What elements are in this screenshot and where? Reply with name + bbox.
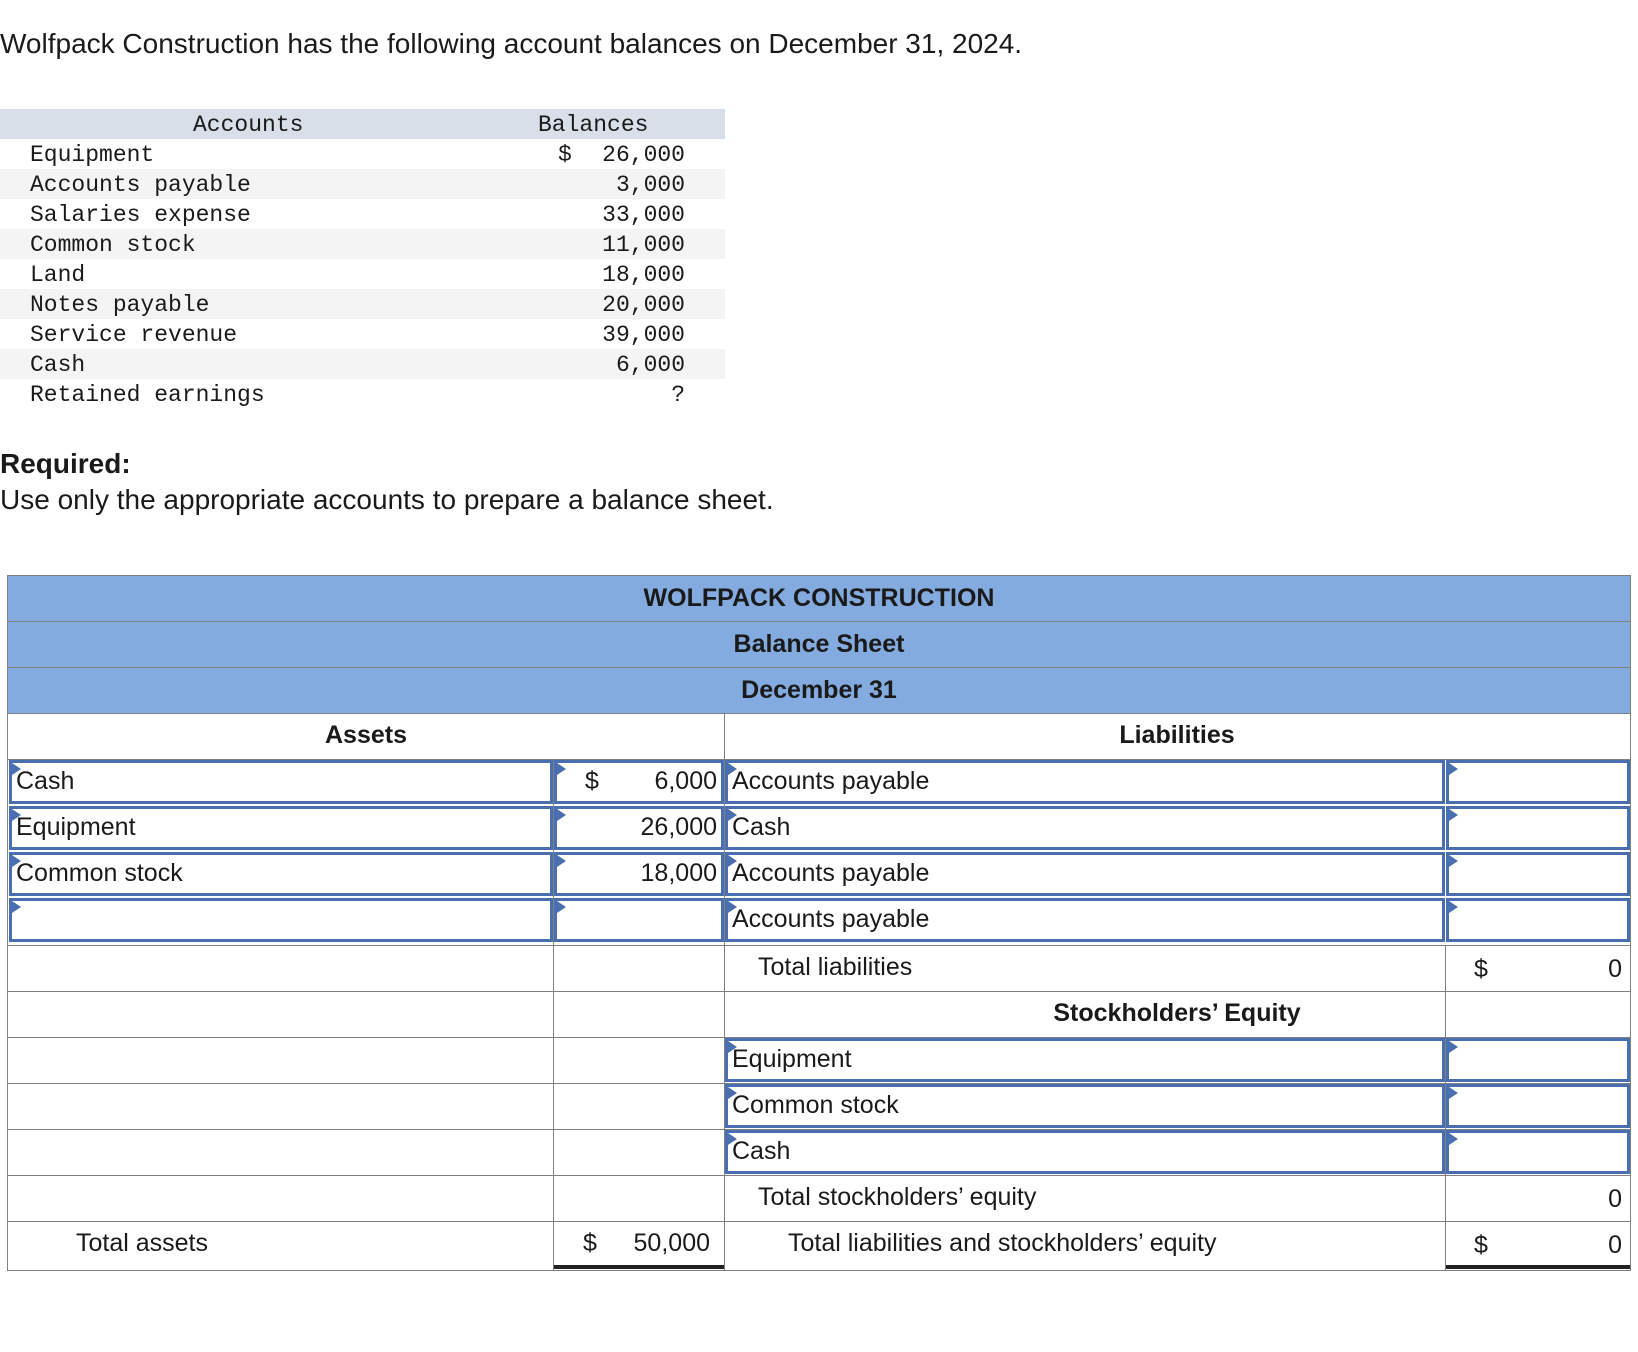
total-liabilities-value: 0 (1608, 955, 1622, 983)
account-name: Equipment (30, 142, 155, 168)
account-name: Land (30, 262, 86, 288)
statement-title: Balance Sheet (8, 622, 1630, 668)
currency-symbol: $ (585, 767, 599, 795)
total-equity-label: Total stockholders’ equity (758, 1183, 1037, 1211)
accounts-column-header: Accounts (193, 112, 304, 138)
assets-header: Assets (325, 721, 407, 749)
asset-amount-value: 6,000 (654, 767, 717, 795)
asset-amount-input-1[interactable] (554, 760, 724, 804)
table-row (0, 289, 725, 319)
asset-account-select-1[interactable]: Cash (9, 760, 553, 804)
account-balance: 39,000 (602, 322, 685, 348)
intro-text: Wolfpack Construction has the following account balances on December 31, 2024. (0, 28, 1023, 59)
table-row (0, 169, 725, 199)
company-name: WOLFPACK CONSTRUCTION (8, 576, 1630, 622)
total-assets-label: Total assets (76, 1229, 209, 1257)
table-row (0, 229, 725, 259)
account-table-header (0, 109, 725, 139)
table-row (0, 259, 725, 289)
account-name: Common stock (30, 232, 196, 258)
account-balance: 26,000 (602, 142, 685, 168)
asset-account-select-4[interactable] (9, 898, 553, 942)
account-balance: ? (671, 382, 685, 408)
liability-amount-input-3[interactable] (1446, 852, 1630, 896)
account-balance: 18,000 (602, 262, 685, 288)
account-balances-table (0, 109, 725, 409)
asset-amount-input-2[interactable]: 26,000 (554, 806, 724, 850)
liability-amount-input-1[interactable] (1446, 760, 1630, 804)
asset-account-select-3[interactable]: Common stock (9, 852, 553, 896)
currency-symbol: $ (558, 142, 572, 168)
equity-account-select-2[interactable]: Common stock (725, 1084, 1445, 1128)
total-liabilities-label: Total liabilities (758, 953, 913, 981)
double-underline (554, 1265, 724, 1269)
table-row (0, 379, 725, 409)
balances-column-header: Balances (538, 112, 649, 138)
liability-amount-input-4[interactable] (1446, 898, 1630, 942)
total-liab-equity-value: 0 (1608, 1231, 1622, 1259)
account-name: Cash (30, 352, 86, 378)
account-name: Retained earnings (30, 382, 265, 408)
total-assets-value: 50,000 (633, 1229, 710, 1257)
equity-amount-input-3[interactable] (1446, 1130, 1630, 1174)
account-name: Service revenue (30, 322, 238, 348)
account-balance: 6,000 (615, 352, 685, 378)
table-row (0, 139, 725, 169)
table-row (0, 199, 725, 229)
required-instructions: Use only the appropriate accounts to prepare a balance sheet. (0, 484, 774, 515)
table-row (0, 349, 725, 379)
table-row (0, 319, 725, 349)
equity-amount-input-1[interactable] (1446, 1038, 1630, 1082)
account-balance: 3,000 (615, 172, 685, 198)
asset-amount-input-4[interactable] (554, 898, 724, 942)
liability-account-select-2[interactable]: Cash (725, 806, 1445, 850)
asset-amount-input-3[interactable]: 18,000 (554, 852, 724, 896)
account-balance: 11,000 (602, 232, 685, 258)
equity-account-select-1[interactable]: Equipment (725, 1038, 1445, 1082)
double-underline (1446, 1265, 1630, 1269)
equity-header: Stockholders’ Equity (1053, 999, 1301, 1027)
liability-amount-input-2[interactable] (1446, 806, 1630, 850)
account-balance: 33,000 (602, 202, 685, 228)
currency-symbol: $ (583, 1229, 597, 1257)
equity-amount-input-2[interactable] (1446, 1084, 1630, 1128)
liabilities-header: Liabilities (1119, 721, 1235, 749)
currency-symbol: $ (1474, 1231, 1488, 1259)
liability-account-select-1[interactable]: Accounts payable (725, 760, 1445, 804)
liability-account-select-4[interactable]: Accounts payable (725, 898, 1445, 942)
account-name: Notes payable (30, 292, 210, 318)
asset-account-select-2[interactable]: Equipment (9, 806, 553, 850)
account-balance: 20,000 (602, 292, 685, 318)
account-name: Salaries expense (30, 202, 251, 228)
account-name: Accounts payable (30, 172, 251, 198)
currency-symbol: $ (1474, 955, 1488, 983)
total-equity-value: 0 (1608, 1185, 1622, 1213)
balance-sheet (7, 575, 1631, 1271)
liability-account-select-3[interactable]: Accounts payable (725, 852, 1445, 896)
equity-account-select-3[interactable]: Cash (725, 1130, 1445, 1174)
total-liab-equity-label: Total liabilities and stockholders’ equity (788, 1229, 1217, 1257)
statement-date: December 31 (8, 668, 1630, 714)
required-heading: Required: (0, 448, 131, 479)
